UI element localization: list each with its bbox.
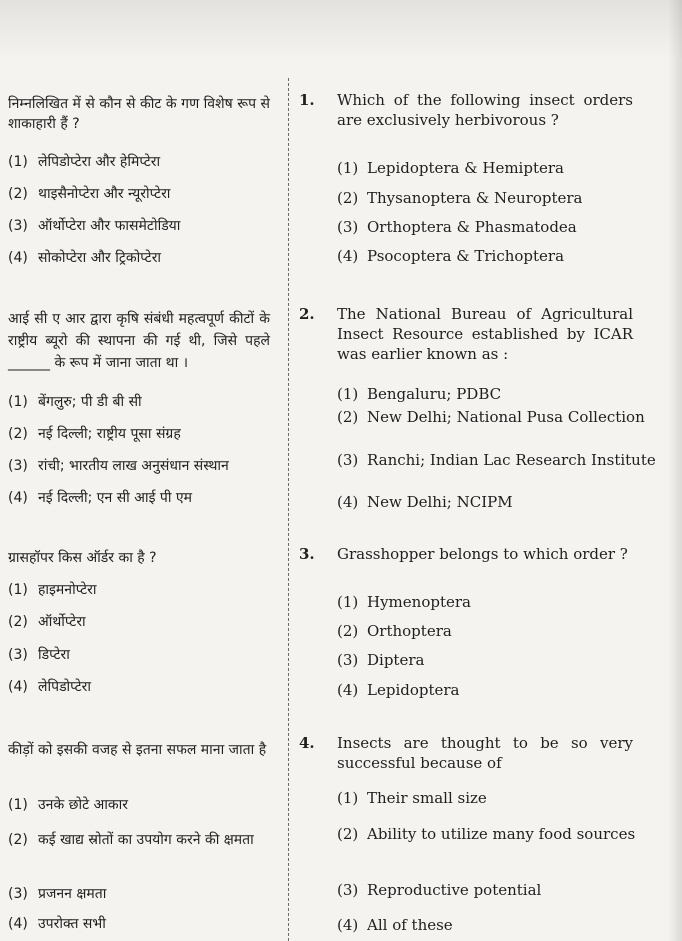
- option-label: (4): [337, 916, 359, 934]
- option-text: प्रजनन क्षमता: [38, 886, 107, 902]
- q1-english-stem: Which of the following insect orders are exclusively herbivorous ?: [337, 91, 633, 129]
- option-text: Ranchi; Indian Lac Research Institute: [367, 451, 656, 469]
- q2-english-option-1: [337, 384, 663, 404]
- option-text: रांची; भारतीय लाख अनुसंधान संस्थान: [38, 458, 229, 474]
- q4-english-option-3: [337, 880, 663, 900]
- q2-hindi-option-3: [8, 456, 270, 476]
- hindi-column: [0, 0, 290, 941]
- option-label: (2): [337, 189, 359, 207]
- option-text: कई खाद्य स्रोतों का उपयोग करने की क्षमता: [38, 832, 254, 848]
- q4-hindi-option-1: [8, 795, 270, 815]
- option-text: थाइसैनोप्टेरा और न्यूरोप्टेरा: [38, 186, 171, 202]
- option-label: (3): [8, 458, 28, 474]
- q3-english-option-3: [337, 650, 663, 670]
- q3-hindi-option-2: [8, 612, 270, 632]
- q3-english-option-4: [337, 680, 663, 700]
- q4-english-option-4: [337, 915, 663, 935]
- q4-english-stem: Insects are thought to be so very successful because of: [337, 734, 633, 772]
- q2-hindi-stem: आई सी ए आर द्वारा कृषि संबंधी महत्वपूर्ण कीटों के राष्ट्रीय ब्यूरो की स्थापना की गई थी, जिसे पहले ______ के रूप में जाना जाता था ।: [8, 311, 270, 371]
- q4-hindi-stem: कीड़ों को इसकी वजह से इतना सफल माना जाता है: [8, 742, 267, 758]
- option-text: उपरोक्त सभी: [38, 916, 106, 932]
- q2-english-option-4: [337, 492, 663, 512]
- option-text: New Delhi; NCIPM: [367, 493, 513, 511]
- option-label: (1): [337, 789, 359, 807]
- option-label: (1): [337, 159, 359, 177]
- option-text: Lepidoptera & Hemiptera: [367, 159, 564, 177]
- q3-hindi-stem: ग्रासहॉपर किस ऑर्डर का है ?: [8, 550, 157, 566]
- option-label: (1): [8, 582, 28, 598]
- q3-number: 3.: [299, 545, 315, 563]
- option-text: नई दिल्ली; राष्ट्रीय पूसा संग्रह: [38, 426, 181, 442]
- option-text: New Delhi; National Pusa Collection: [367, 408, 645, 426]
- q1-number: 1.: [299, 91, 315, 109]
- option-text: सोकोप्टेरा और ट्रिकोप्टेरा: [38, 250, 162, 266]
- option-label: (3): [8, 218, 28, 234]
- option-text: All of these: [367, 916, 453, 934]
- q3-hindi-option-4: [8, 677, 270, 697]
- q1-english-option-4: [337, 246, 663, 266]
- option-text: Psocoptera & Trichoptera: [367, 247, 565, 265]
- q4-english-option-1: [337, 788, 663, 808]
- option-text: Diptera: [367, 651, 425, 669]
- option-text: नई दिल्ली; एन सी आई पी एम: [38, 490, 193, 506]
- q2-english-option-3: [337, 450, 663, 470]
- q4-hindi-option-2: [8, 828, 270, 852]
- option-label: (2): [8, 832, 28, 848]
- option-text: बेंगलुरु; पी डी बी सी: [38, 394, 142, 410]
- q3-english-option-2: [337, 621, 663, 641]
- q4-hindi-option-3: [8, 884, 270, 904]
- option-text: हाइमनोप्टेरा: [38, 582, 97, 598]
- option-text: Reproductive potential: [367, 881, 542, 899]
- q1-hindi-option-3: [8, 216, 270, 236]
- q2-english-option-2: [337, 407, 663, 427]
- q2-hindi-option-1: [8, 392, 270, 412]
- option-text: Orthoptera: [367, 622, 452, 640]
- option-text: डिप्टेरा: [38, 647, 70, 663]
- q1-english-option-2: [337, 188, 663, 208]
- option-label: (4): [337, 247, 359, 265]
- option-text: Hymenoptera: [367, 593, 471, 611]
- option-label: (3): [8, 647, 28, 663]
- option-text: ऑर्थोप्टेरा और फासमेटोडिया: [38, 218, 181, 234]
- option-label: (4): [8, 250, 28, 266]
- q2-number: 2.: [299, 305, 315, 323]
- option-label: (3): [337, 451, 359, 469]
- q3-hindi-option-1: [8, 580, 270, 600]
- option-label: (3): [337, 218, 359, 236]
- option-text: Orthoptera & Phasmatodea: [367, 218, 577, 236]
- option-label: (2): [337, 825, 359, 843]
- q1-hindi-stem: निम्नलिखित में से कौन से कीट के गण विशेष रूप से शाकाहारी हैं ?: [8, 96, 270, 132]
- option-label: (3): [337, 651, 359, 669]
- option-text: Thysanoptera & Neuroptera: [367, 189, 583, 207]
- q1-hindi-option-1: [8, 152, 270, 172]
- q3-english-stem: Grasshopper belongs to which order ?: [337, 545, 628, 563]
- option-label: (4): [337, 681, 359, 699]
- q2-hindi-option-2: [8, 424, 270, 444]
- option-label: (1): [337, 593, 359, 611]
- option-label: (2): [337, 408, 359, 426]
- option-text: Bengaluru; PDBC: [367, 385, 502, 403]
- option-label: (2): [8, 186, 28, 202]
- option-text: Lepidoptera: [367, 681, 460, 699]
- q3-english-option-1: [337, 592, 663, 612]
- q2-english-stem: The National Bureau of Agricultural Insect Resource established by ICAR was earlier known as :: [337, 305, 633, 363]
- option-text: उनके छोटे आकार: [38, 797, 129, 813]
- q3-hindi-option-3: [8, 645, 270, 665]
- q1-english-option-3: [337, 217, 663, 237]
- option-label: (2): [337, 622, 359, 640]
- option-label: (3): [8, 886, 28, 902]
- option-label: (3): [337, 881, 359, 899]
- q4-number: 4.: [299, 734, 315, 752]
- option-text: Their small size: [367, 789, 487, 807]
- option-label: (2): [8, 426, 28, 442]
- q4-hindi-option-4: [8, 914, 270, 934]
- option-label: (1): [8, 154, 28, 170]
- option-label: (1): [8, 394, 28, 410]
- option-text: ऑर्थोप्टेरा: [38, 614, 86, 630]
- q1-hindi-option-2: [8, 184, 270, 204]
- option-label: (1): [8, 797, 28, 813]
- q2-hindi-option-4: [8, 488, 270, 508]
- option-label: (4): [337, 493, 359, 511]
- q1-english-option-1: [337, 158, 663, 178]
- option-label: (2): [8, 614, 28, 630]
- option-text: Ability to utilize many food sources: [367, 825, 636, 843]
- option-label: (1): [337, 385, 359, 403]
- option-text: लेपिडोप्टेरा: [38, 679, 91, 695]
- option-text: लेपिडोप्टेरा और हेमिप्टेरा: [38, 154, 161, 170]
- q4-english-option-2: [337, 824, 663, 844]
- option-label: (4): [8, 490, 28, 506]
- option-label: (4): [8, 679, 28, 695]
- english-column: [295, 0, 682, 941]
- option-label: (4): [8, 916, 28, 932]
- q1-hindi-option-4: [8, 248, 270, 268]
